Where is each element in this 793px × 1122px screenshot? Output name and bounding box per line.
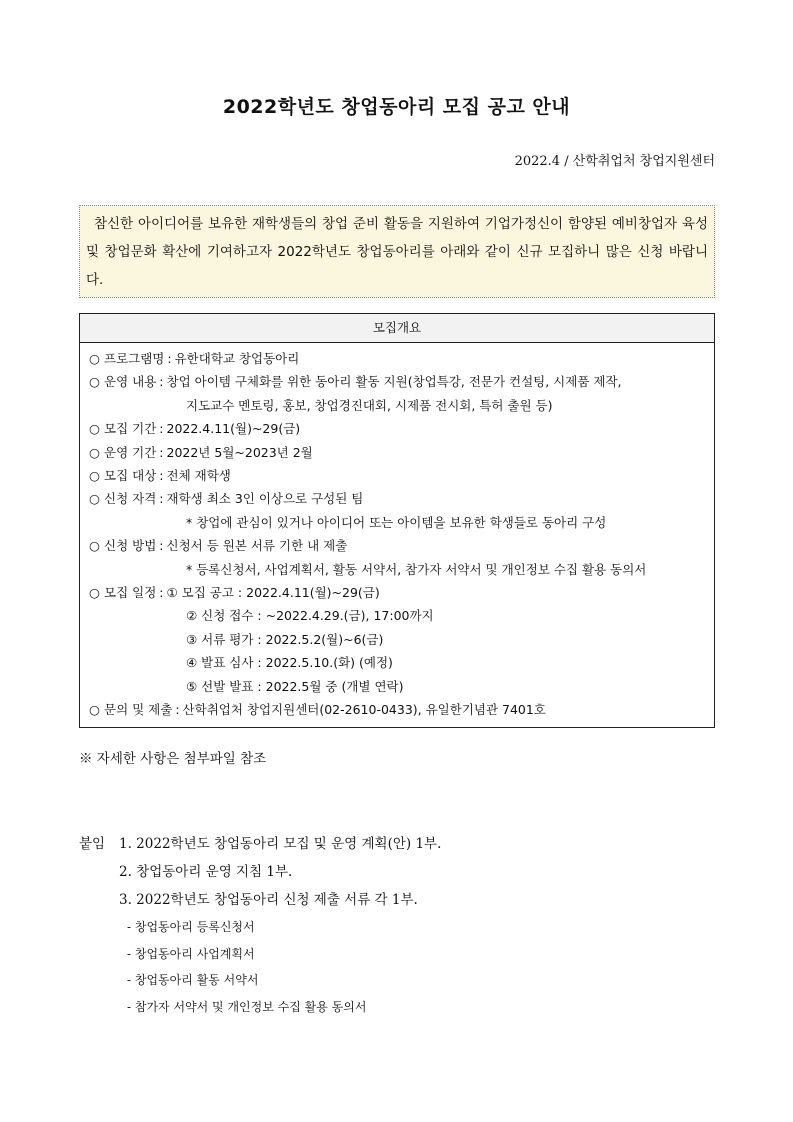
item-value: 창업 아이템 구체화를 위한 동아리 활동 지원(창업특강, 전문가 컨설팅, 시제품 제작,	[166, 374, 622, 390]
item-colon: :	[159, 444, 164, 460]
summary-box	[79, 313, 715, 728]
attachments-section	[79, 830, 441, 1020]
item-note: * 창업에 관심이 있거나 아이디어 또는 아이템을 보유한 학생들로 동아리 구성	[186, 514, 607, 530]
item-value: 산학취업처 창업지원센터(02-2610-0433), 유일한기념관 7401호	[182, 702, 546, 718]
schedule-step: ② 신청 접수 : ~2022.4.29.(금), 17:00까지	[186, 608, 434, 624]
schedule-step: ③ 서류 평가 : 2022.5.2(월)~6(금)	[186, 631, 384, 647]
item-label: 모집 일정	[104, 585, 157, 601]
item-colon: :	[175, 702, 180, 718]
attachment-sub-item: - 창업동아리 활동 서약서	[127, 973, 259, 987]
item-note: * 등록신청서, 사업계획서, 활동 서약서, 참가자 서약서 및 개인정보 수집 활용 동의서	[186, 561, 647, 577]
item-value: 유한대학교 창업동아리	[174, 351, 300, 366]
item-value: 2022.4.11(월)~29(금)	[166, 421, 301, 437]
item-label: 운영 기간	[104, 444, 157, 460]
intro-box	[79, 205, 715, 298]
item-colon: :	[159, 538, 164, 554]
item-label: 운영 내용	[104, 374, 157, 390]
item-colon: :	[159, 421, 164, 437]
bullet-circle: ○	[89, 374, 100, 390]
dateline: 2022.4 / 산학취업처 창업지원센터	[514, 154, 715, 169]
attachment-reference-note: ※ 자세한 사항은 첨부파일 참조	[79, 751, 267, 767]
summary-item-eligibility	[89, 487, 706, 510]
schedule-step: ④ 발표 심사 : 2022.5.10.(화) (예정)	[186, 655, 393, 671]
item-value: 2022년 5월~2023년 2월	[166, 444, 313, 460]
bullet-circle: ○	[89, 585, 100, 601]
summary-item-target	[89, 464, 706, 487]
item-colon: :	[159, 585, 164, 601]
item-label: 모집 기간	[104, 421, 157, 437]
item-colon: :	[159, 491, 164, 507]
item-label: 신청 자격	[104, 491, 157, 507]
summary-item-operation	[89, 370, 706, 393]
item-value: 신청서 등 원본 서류 기한 내 제출	[166, 538, 348, 554]
summary-item-schedule	[89, 581, 706, 604]
item-colon: :	[159, 468, 164, 484]
document-title: 2022학년도 창업동아리 모집 공고 안내	[222, 96, 571, 118]
attachment-sub-item: - 참가자 서약서 및 개인정보 수집 활용 동의서	[127, 999, 367, 1014]
schedule-step: ⑤ 선발 발표 : 2022.5월 중 (개별 연락)	[186, 678, 404, 694]
bullet-circle: ○	[89, 444, 100, 460]
summary-item-operation-period	[89, 441, 706, 464]
summary-item-recruit-period	[89, 417, 706, 440]
attachments-label: 붙임	[79, 836, 106, 852]
item-continuation: 지도교수 멘토링, 홍보, 창업경진대회, 시제품 전시회, 특허 출원 등)	[186, 397, 553, 413]
bullet-circle: ○	[89, 468, 100, 484]
bullet-circle: ○	[89, 351, 100, 366]
attachment-sub-item: - 창업동아리 등록신청서	[127, 920, 255, 934]
summary-item-contact	[89, 698, 706, 721]
item-colon: :	[159, 374, 164, 390]
item-label: 모집 대상	[104, 468, 157, 484]
item-value: 재학생 최소 3인 이상으로 구성된 팀	[166, 491, 364, 507]
summary-heading: 모집개요	[80, 314, 714, 343]
attachment-item-text: 1. 2022학년도 창업동아리 모집 및 운영 계획(안) 1부.	[119, 836, 442, 852]
summary-body	[80, 343, 714, 727]
attachment-sub-item: - 창업동아리 사업계획서	[127, 946, 255, 961]
item-label: 신청 방법	[104, 538, 157, 554]
item-colon: :	[167, 351, 172, 366]
summary-item-program	[89, 347, 706, 370]
bullet-circle: ○	[89, 421, 100, 437]
item-label: 프로그램명	[104, 351, 165, 366]
bullet-circle: ○	[89, 491, 100, 507]
item-value: ① 모집 공고 : 2022.4.11(월)~29(금)	[166, 585, 380, 601]
bullet-circle: ○	[89, 702, 100, 718]
attachment-item	[79, 830, 441, 858]
item-label: 문의 및 제출	[104, 702, 173, 718]
bullet-circle: ○	[89, 538, 100, 554]
summary-item-method	[89, 534, 706, 557]
intro-text: 참신한 아이디어를 보유한 재학생들의 창업 준비 활동을 지원하여 기업가정신이 함양된 예비창업자 육성 및 창업문화 확산에 기여하고자 2022학년도 창업동아리를 아래와 같이 신규 모집하니 많은 신청 바랍니다.	[86, 216, 708, 288]
attachment-item: 3. 2022학년도 창업동아리 신청 제출 서류 각 1부.	[119, 892, 418, 908]
item-value: 전체 재학생	[166, 468, 231, 484]
attachment-item: 2. 창업동아리 운영 지침 1부.	[119, 864, 293, 880]
